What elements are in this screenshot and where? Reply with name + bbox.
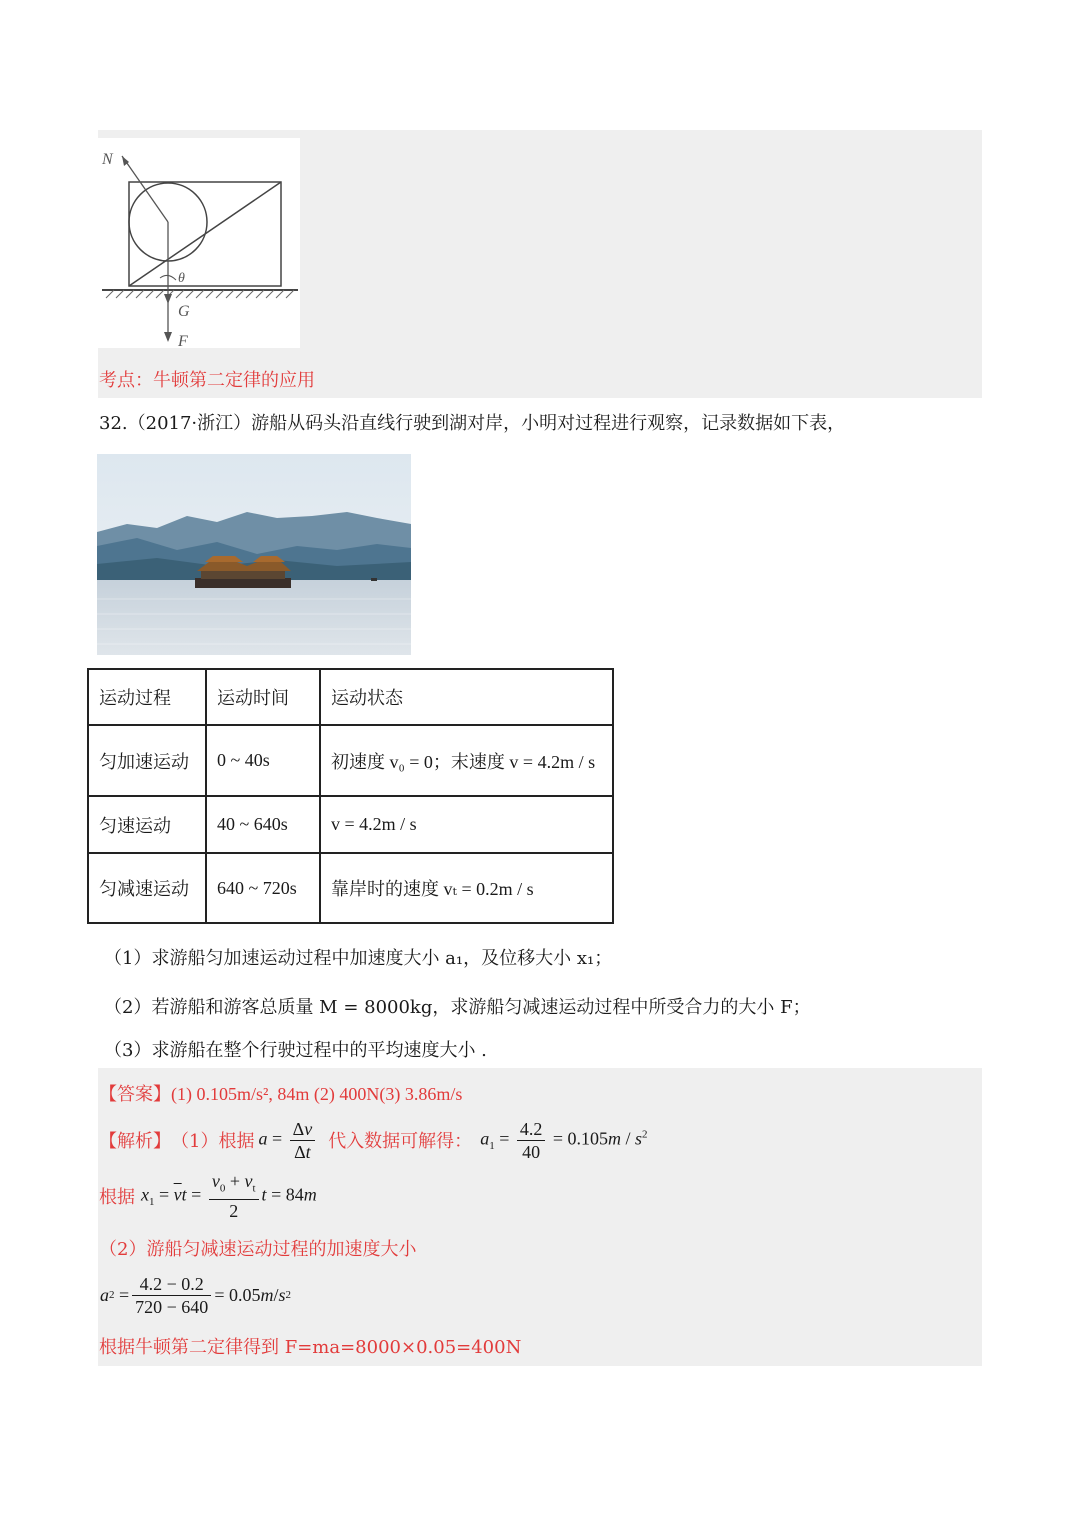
answer-line bbox=[99, 1080, 462, 1106]
label-theta: θ bbox=[178, 271, 185, 286]
analysis-line1-mid: 代入数据可解得： bbox=[328, 1131, 473, 1152]
analysis-line1-prefix: （1）根据 bbox=[171, 1131, 255, 1152]
formula-x1: $x_1 = \overline{v}t$ = $\frac{v_0 + v_t}{2}$ t = 84m bbox=[141, 1170, 317, 1222]
sub-question-3: （3）求游船在整个行驶过程中的平均速度大小 . bbox=[104, 1040, 487, 1061]
analysis-line-5: 根据牛顿第二定律得到 F=ma=8000×0.05=400N bbox=[99, 1337, 522, 1358]
label-f: F bbox=[178, 333, 188, 348]
formula-a2: a 2 = $\frac{4.2 - 0.2}{720 - 640}$ = 0.05 m / s 2 bbox=[100, 1273, 291, 1317]
row3-time: 640 ~ 720s bbox=[206, 853, 320, 923]
sub-question-1: （1）求游船匀加速运动过程中加速度大小 a₁，及位移大小 x₁； bbox=[104, 948, 613, 969]
row3-process: 匀减速运动 bbox=[88, 853, 206, 923]
answer-label: 【答案】 bbox=[99, 1084, 171, 1105]
label-g: G bbox=[178, 303, 190, 320]
analysis-label: 【解析】 bbox=[99, 1131, 171, 1152]
header-state: 运动状态 bbox=[320, 669, 613, 725]
analysis-line-3: （2）游船匀减速运动过程的加速度大小 bbox=[99, 1239, 417, 1260]
analysis-line-1 bbox=[99, 1116, 648, 1164]
row1-time: 0 ~ 40s bbox=[206, 725, 320, 796]
label-n: N bbox=[102, 151, 113, 168]
row1-state: 初速度 v₀ = 0；末速度 v = 4.2m / s bbox=[320, 725, 613, 796]
formula-a1-value: $a_1$ = $\frac{4.2}{40}$ = $0.105m / s^2$ bbox=[480, 1118, 648, 1162]
analysis-line-2 bbox=[99, 1172, 317, 1220]
formula-a-def: a = $\frac{\Delta v}{\Delta t}$ bbox=[258, 1118, 318, 1163]
question-text: 32.（2017·浙江）游船从码头沿直线行驶到湖对岸，小明对过程进行观察，记录数据如下表， bbox=[99, 413, 846, 434]
kaodian-line: 考点：牛顿第二定律的应用 bbox=[99, 370, 315, 391]
force-diagram bbox=[98, 138, 300, 348]
motion-data-table bbox=[87, 668, 614, 924]
lake-boat-photo bbox=[97, 454, 411, 655]
row2-time: 40 ~ 640s bbox=[206, 796, 320, 853]
header-time: 运动时间 bbox=[206, 669, 320, 725]
row1-process: 匀加速运动 bbox=[88, 725, 206, 796]
row2-process: 匀速运动 bbox=[88, 796, 206, 853]
header-process: 运动过程 bbox=[88, 669, 206, 725]
row3-state: 靠岸时的速度 vₜ = 0.2m / s bbox=[320, 853, 613, 923]
sub-question-2: （2）若游船和游客总质量 M = 8000kg，求游船匀减速运动过程中所受合力的大小 F； bbox=[104, 997, 811, 1018]
analysis-line2-prefix: 根据 bbox=[99, 1187, 135, 1208]
row2-state: v = 4.2m / s bbox=[320, 796, 613, 853]
answer-text: (1) 0.105m/s², 84m (2) 400N(3) 3.86m/s bbox=[171, 1084, 463, 1104]
